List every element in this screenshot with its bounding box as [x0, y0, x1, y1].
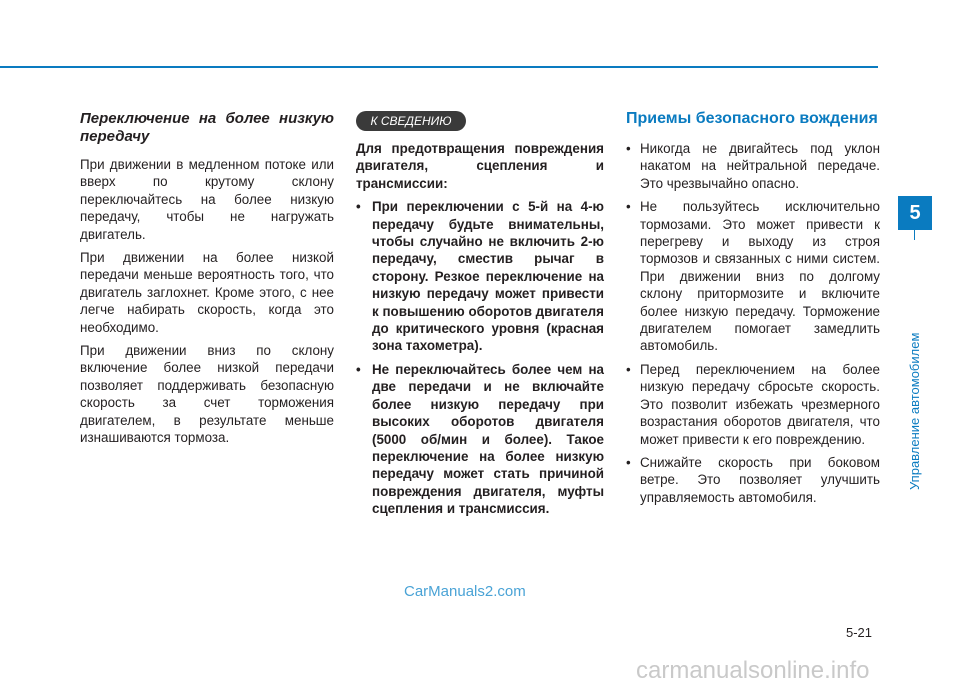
paragraph-1: При движении в медленном потоке или вверх по крутому склону переключайтесь на более низкую передачу, чтобы не нагружать двигатель. — [80, 157, 334, 242]
chapter-label: Управление автомобилем — [907, 332, 922, 490]
page-number: 5-21 — [846, 625, 873, 640]
list-item-text: Никогда не двигайтесь под уклон накатом на нейтральной передаче. Это чрезвычайно опасно. — [640, 141, 880, 191]
safety-list — [626, 140, 880, 506]
section-title: Приемы безопасного вождения — [626, 110, 878, 127]
list-item — [626, 361, 880, 448]
list-item — [356, 361, 604, 518]
bullet-icon: • — [626, 199, 631, 215]
subheading-downshift: Переключение на более низкую передачу — [80, 110, 334, 145]
column-right — [626, 110, 880, 512]
paragraph-3: При движении вниз по склону включение более низкой передачи позволяет поддерживать безопасную скорость за счет торможения двигателем, в результате меньше изнашиваются тормоза. — [80, 343, 334, 446]
notice-badge: К СВЕДЕНИЮ — [356, 111, 466, 131]
list-item — [626, 140, 880, 192]
footer-watermark: carmanualsonline.info — [636, 657, 870, 684]
chapter-tab-divider — [914, 230, 915, 240]
list-item-text: Не переключайтесь более чем на две передачи и не включайте более низкую передачу при высоких оборотов двигателя (5000 об/мин и более). Такое переключение на более низкую передачу может стать причиной повреждения двигателя, муфты сцепления и трансмиссия. — [372, 361, 604, 517]
list-item — [626, 198, 880, 355]
header-rule — [0, 66, 878, 68]
column-left — [80, 110, 334, 453]
list-item — [356, 198, 604, 355]
paragraph-2: При движении на более низкой передачи меньше вероятность того, что двигатель заглохнет. Кроме этого, с нее легче набирать скорость, когда это необходимо. — [80, 250, 334, 335]
bullet-icon: • — [356, 199, 361, 215]
bullet-icon: • — [356, 361, 361, 377]
list-item-text: При переключении с 5-й на 4-ю передачу будьте внимательны, чтобы случайно не включить 2-ю передачу, сместив рычаг в сторону. Резкое переключение на низкую передачу может привести к повышению оборотов двигателя до критического уровня (красная зона тахометра). — [372, 199, 604, 354]
list-item-text: Снижайте скорость при боковом ветре. Это позволяет улучшить управляемость автомобиля. — [640, 454, 880, 505]
list-item-text: Не пользуйтесь исключительно тормозами. Это может привести к перегреву и выходу из строя тормозов и связанных с ними систем. При движении вниз по долгому склону притормозите и включите более низкую передачу. Торможение двигателем помогает замедлить автомобиль. — [640, 199, 880, 354]
list-item-text: Перед переключением на более низкую передачу сбросьте скорость. Это позволит избежать чрезмерного возрастания оборотов двигателя, что может привести к его повреждению. — [640, 361, 880, 447]
notice-intro: Для предотвращения повреждения двигателя, сцепления и трансмиссии: — [356, 141, 604, 191]
bullet-icon: • — [626, 361, 631, 377]
chapter-tab[interactable]: 5 — [898, 196, 932, 230]
list-item — [626, 454, 880, 506]
notice-list — [356, 198, 604, 517]
watermark-link[interactable]: CarManuals2.com — [404, 583, 526, 600]
bullet-icon: • — [626, 454, 631, 470]
column-middle — [356, 140, 604, 524]
bullet-icon: • — [626, 141, 631, 156]
